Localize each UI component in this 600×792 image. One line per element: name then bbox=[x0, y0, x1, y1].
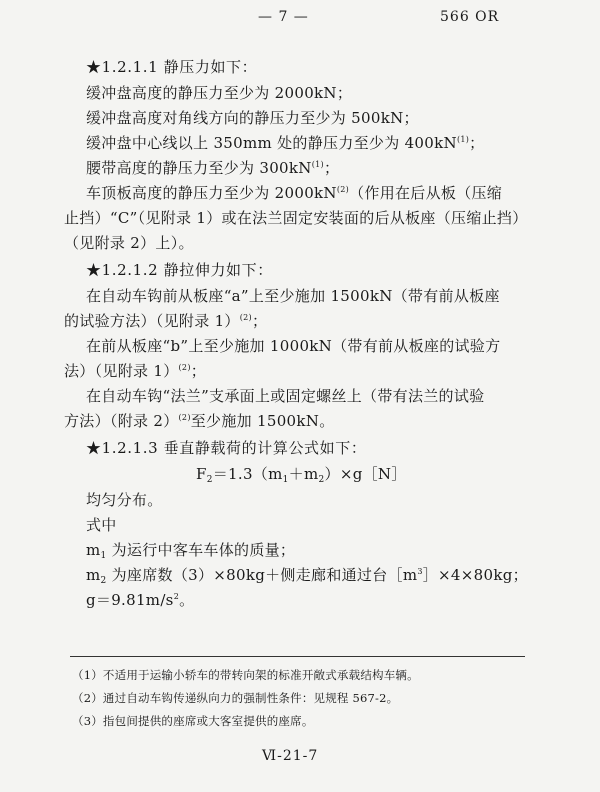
page-footer: Ⅵ-21-7 bbox=[262, 748, 319, 764]
variable-definition: $m_1$ 为运行中客车车体的质量； bbox=[86, 541, 296, 561]
text-line: 在自动车钩“法兰”支承面上或固定螺丝上（带有法兰的试验 bbox=[86, 387, 485, 405]
text-line: 腰带高度的静压力至少为 $300kN^{(1)}$； bbox=[86, 159, 340, 177]
page-number-header: — 7 — bbox=[258, 9, 309, 25]
footnote: （2）通过自动车钩传递纵向力的强制性条件：见规程 567-2。 bbox=[72, 691, 399, 705]
variable-definition: $m_2$ 为座席数（3）×80kg＋侧走廊和通过台$[m^3]\times 4\times 80kg$； bbox=[86, 566, 528, 586]
footnote-ref: (2) bbox=[178, 413, 191, 422]
section-1-2-1-3-heading: ★1.2.1.3 垂直静载荷的计算公式如下： bbox=[86, 439, 367, 457]
footnote-divider bbox=[70, 656, 525, 657]
text-line: 缓冲盘高度的静压力至少为 2000kN； bbox=[86, 84, 353, 102]
text-line: 在前从板座“b”上至少施加 1000kN（带有前从板座的试验方 bbox=[86, 337, 501, 355]
text-line: 车顶板高度的静压力至少为 $2000kN^{(2)}$（作用在后从板（压缩 bbox=[86, 184, 503, 202]
footnote-ref: (2) bbox=[336, 185, 350, 194]
text-line: 在自动车钩前从板座“a”上至少施加 1500kN（带有前从板座 bbox=[86, 287, 500, 305]
section-1-2-1-2-heading: ★1.2.1.2 静拉伸力如下： bbox=[86, 261, 273, 279]
footnote-ref: (2) bbox=[239, 313, 252, 322]
text-line: 缓冲盘中心线以上 350mm 处的静压力至少为 $400kN^{(1)}$； bbox=[86, 134, 485, 152]
text-line: （见附录 2）上）。 bbox=[64, 234, 194, 252]
text-line: 方法）（附录 2）$^{(2)}$至少施加 1500kN。 bbox=[64, 412, 335, 430]
text-line: 的试验方法）（见附录 1）$^{(2)}$； bbox=[64, 312, 268, 330]
footnote-ref: (1) bbox=[311, 160, 324, 169]
formula: $F_2=1.3(m_1+m_2)\times g[N]$ bbox=[196, 465, 407, 485]
document-code: 566 OR bbox=[440, 9, 500, 25]
text-line: 法）（见附录 1）$^{(2)}$； bbox=[64, 362, 207, 380]
footnote: （3）指包间提供的座席或大客室提供的座席。 bbox=[72, 714, 314, 728]
footnote: （1）不适用于运输小轿车的带转向架的标准开敞式承载结构车辆。 bbox=[72, 668, 419, 682]
variable-definition: $g=9.81m/s^2$。 bbox=[86, 591, 195, 609]
footnote-ref: (2) bbox=[178, 363, 191, 372]
footnote-ref: (1) bbox=[456, 135, 470, 144]
section-1-2-1-1-heading: ★1.2.1.1 静压力如下： bbox=[86, 58, 258, 76]
text-line: 式中 bbox=[86, 516, 117, 534]
text-line: 止挡）“C”（见附录 1）或在法兰固定安装面的后从板座（压缩止挡） bbox=[64, 209, 528, 227]
text-line: 缓冲盘高度对角线方向的静压力至少为 500kN； bbox=[86, 109, 419, 127]
text-line: 均匀分布。 bbox=[86, 491, 163, 509]
